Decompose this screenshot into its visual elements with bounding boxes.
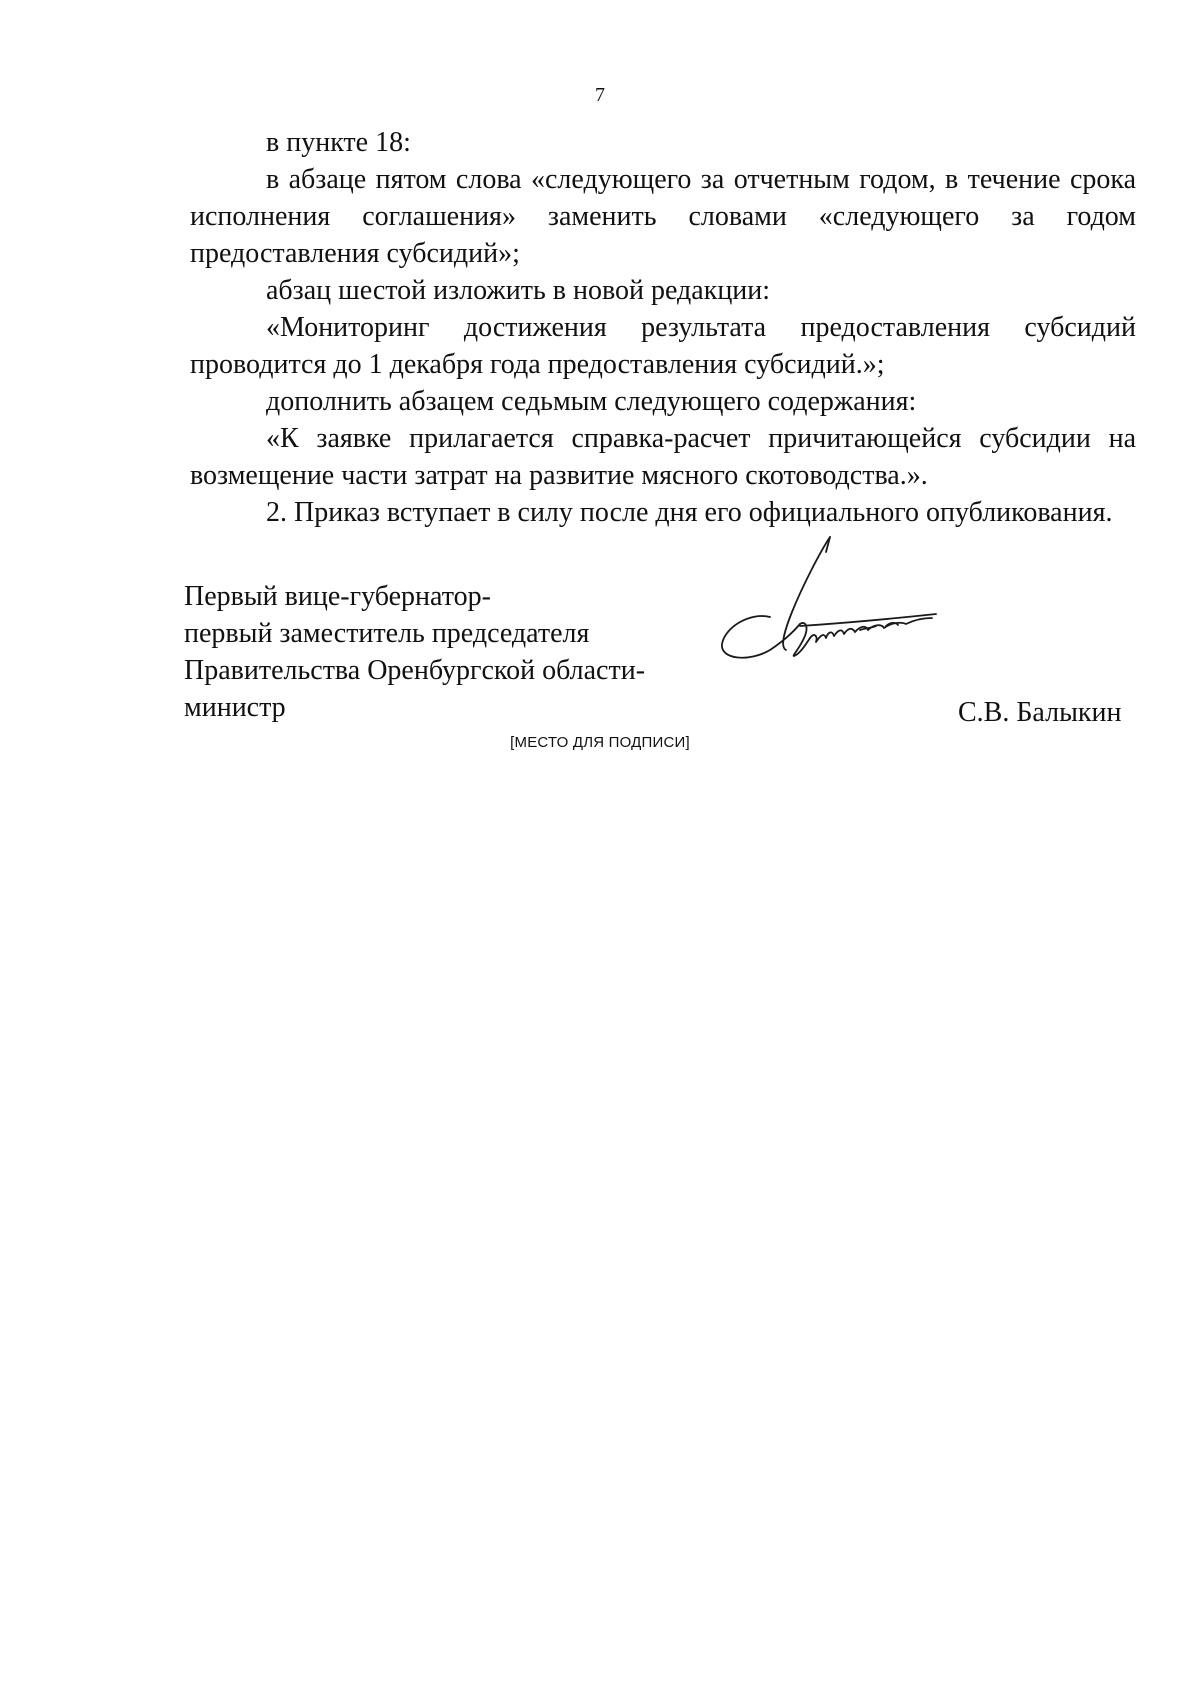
signatory-title-line: Правительства Оренбургской области- (184, 655, 646, 686)
paragraph-effective-date: 2. Приказ вступает в силу после дня его официального опубликования. (266, 497, 1113, 528)
signatory-title-line: первый заместитель председателя (184, 618, 590, 649)
document-body (190, 124, 1136, 531)
signatory-title (184, 578, 684, 726)
signature-placeholder-stamp: [МЕСТО ДЛЯ ПОДПИСИ] (510, 734, 690, 751)
paragraph-abzac-6-intro: абзац шестой изложить в новой редакции: (266, 275, 771, 306)
paragraph-item-18: в пункте 18: (266, 127, 411, 158)
signatory-title-line: министр (184, 692, 286, 723)
signatory-title-line: Первый вице-губернатор- (184, 581, 491, 612)
page-number: 7 (595, 84, 605, 106)
paragraph-monitoring: «Мониторинг достижения результата предоставления субсидий проводится до 1 декабря года предоставления субсидий.»; (190, 312, 1136, 380)
paragraph-abzac-5-change: в абзаце пятом слова «следующего за отчетным годом, в течение срока исполнения соглашения» заменить словами «следующего за годом предоставления субсидий»; (190, 164, 1136, 269)
paragraph-abzac-7-intro: дополнить абзацем седьмым следующего содержания: (266, 386, 917, 417)
signer-name: С.В. Балыкин (958, 697, 1122, 728)
handwritten-signature (710, 532, 950, 682)
paragraph-application-attachment: «К заявке прилагается справка-расчет причитающейся субсидии на возмещение части затрат на развитие мясного скотоводства.». (190, 423, 1136, 491)
